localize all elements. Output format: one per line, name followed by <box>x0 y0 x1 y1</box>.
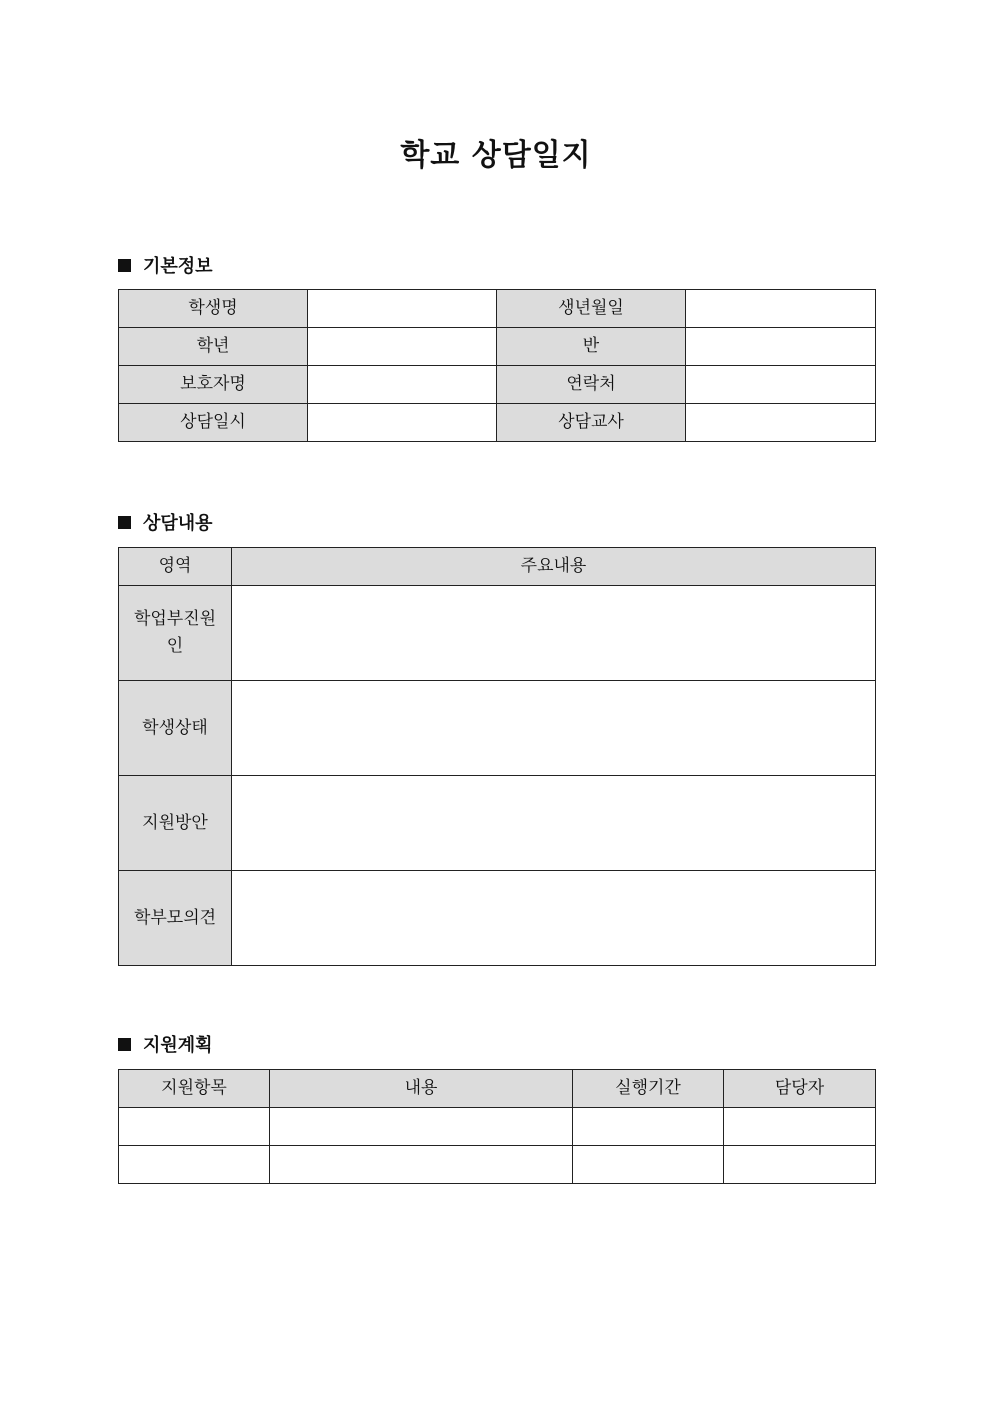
student-name-field[interactable] <box>308 290 497 328</box>
section-heading-support-plan <box>118 1031 213 1057</box>
table-row <box>119 1108 876 1146</box>
section-heading-label: 기본정보 <box>143 256 213 277</box>
content-field[interactable] <box>232 586 876 681</box>
section-heading-label: 상담내용 <box>143 513 213 534</box>
table-row <box>119 290 876 328</box>
table-row <box>119 871 876 966</box>
guardian-name-field[interactable] <box>308 366 497 404</box>
period-field[interactable] <box>573 1146 724 1184</box>
manager-field[interactable] <box>724 1108 876 1146</box>
table-row <box>119 404 876 442</box>
field-label: 학생명 <box>119 290 308 328</box>
table-row <box>119 366 876 404</box>
support-content-field[interactable] <box>270 1146 573 1184</box>
counselor-field[interactable] <box>686 404 876 442</box>
table-row <box>119 681 876 776</box>
support-item-field[interactable] <box>119 1108 270 1146</box>
column-header: 내용 <box>270 1070 573 1108</box>
birth-date-field[interactable] <box>686 290 876 328</box>
column-header: 영역 <box>119 548 232 586</box>
class-field[interactable] <box>686 328 876 366</box>
area-label: 학업부진원인 <box>119 586 232 681</box>
area-label: 학부모의견 <box>119 871 232 966</box>
contact-field[interactable] <box>686 366 876 404</box>
field-label: 상담교사 <box>497 404 686 442</box>
field-label: 생년월일 <box>497 290 686 328</box>
support-content-field[interactable] <box>270 1108 573 1146</box>
column-header: 담당자 <box>724 1070 876 1108</box>
basic-info-table <box>118 289 876 442</box>
support-plan-table <box>118 1069 876 1184</box>
counsel-datetime-field[interactable] <box>308 404 497 442</box>
support-item-field[interactable] <box>119 1146 270 1184</box>
field-label: 연락처 <box>497 366 686 404</box>
section-heading-label: 지원계획 <box>143 1035 213 1056</box>
content-field[interactable] <box>232 776 876 871</box>
area-label: 지원방안 <box>119 776 232 871</box>
manager-field[interactable] <box>724 1146 876 1184</box>
table-row <box>119 328 876 366</box>
square-bullet-icon <box>118 516 131 529</box>
square-bullet-icon <box>118 1038 131 1051</box>
grade-field[interactable] <box>308 328 497 366</box>
table-row <box>119 776 876 871</box>
table-row <box>119 586 876 681</box>
square-bullet-icon <box>118 259 131 272</box>
page-title: 학교 상담일지 <box>400 138 592 173</box>
column-header: 주요내용 <box>232 548 876 586</box>
content-field[interactable] <box>232 681 876 776</box>
column-header: 실행기간 <box>573 1070 724 1108</box>
field-label: 보호자명 <box>119 366 308 404</box>
field-label: 상담일시 <box>119 404 308 442</box>
column-header: 지원항목 <box>119 1070 270 1108</box>
section-heading-counseling <box>118 509 213 535</box>
counseling-table <box>118 547 876 966</box>
table-header-row <box>119 548 876 586</box>
area-label: 학생상태 <box>119 681 232 776</box>
field-label: 학년 <box>119 328 308 366</box>
content-field[interactable] <box>232 871 876 966</box>
section-heading-basic-info <box>118 252 213 278</box>
period-field[interactable] <box>573 1108 724 1146</box>
table-header-row <box>119 1070 876 1108</box>
field-label: 반 <box>497 328 686 366</box>
table-row <box>119 1146 876 1184</box>
